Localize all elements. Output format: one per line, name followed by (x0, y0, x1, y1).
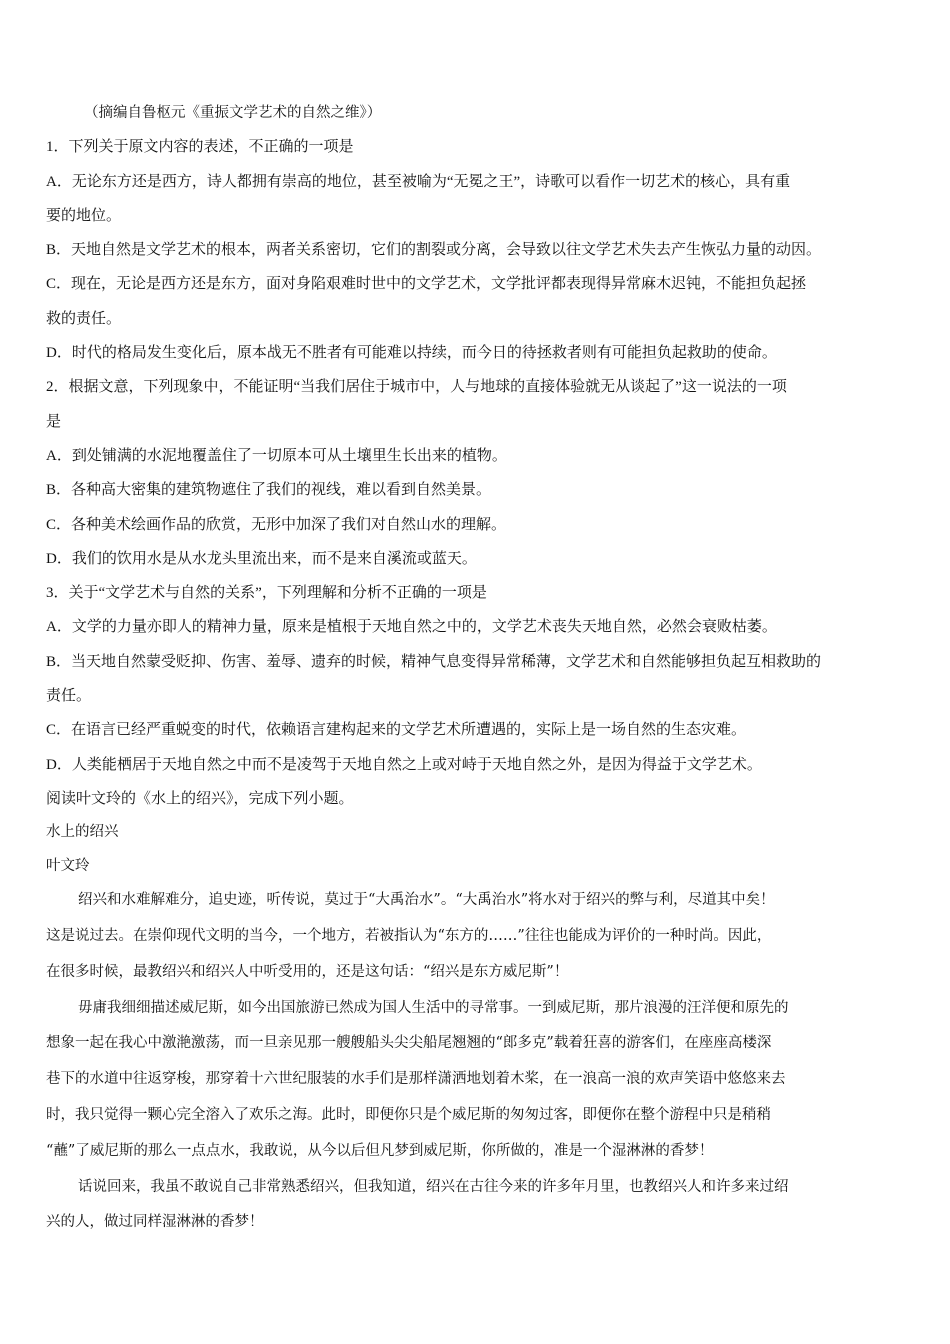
passage-author: 叶文玲 (46, 857, 90, 874)
question-3-option-b-continued: 责任。 (46, 688, 92, 705)
source-citation: （摘编自鲁枢元《重振文学艺术的自然之维》） (84, 105, 382, 121)
reading-instruction: 阅读叶文玲的《水上的绍兴》，完成下列小题。 (46, 790, 354, 807)
question-1-option-a-continued: 要的地位。 (46, 207, 122, 224)
question-1-option-b: B．天地自然是文学艺术的根本，两者关系密切，它们的割裂或分离，会导致以往文学艺术失去产生恢弘力量的动因。 (46, 242, 822, 259)
passage-paragraph-1-line-2: 这是说过去。在崇仰现代文明的当今，一个地方，若被指认为“东方的……”往往也能成为评价的一种时尚。因此， (46, 928, 772, 945)
question-3-stem: 3．关于“文学艺术与自然的关系”，下列理解和分析不正确的一项是 (46, 585, 487, 602)
question-1-option-c-continued: 救的责任。 (46, 310, 122, 327)
question-2-stem-continued: 是 (46, 413, 62, 430)
passage-paragraph-2-line-3: 巷下的水道中往返穿梭，那穿着十六世纪服装的水手们是那样潇洒地划着木桨，在一浪高一浪的欢声笑语中悠悠来去 (46, 1071, 786, 1088)
passage-title: 水上的绍兴 (46, 824, 119, 841)
question-2-option-c: C．各种美术绘画作品的欣赏，无形中加深了我们对自然山水的理解。 (46, 516, 507, 533)
question-3-option-a: A．文学的力量亦即人的精神力量，原来是植根于天地自然之中的，文学艺术丧失天地自然，必然会衰败枯萎。 (46, 619, 777, 636)
passage-paragraph-2-line-2: 想象一起在我心中激滟激荡，而一旦亲见那一艘艘船头尖尖船尾翘翘的“郎多克”载着狂喜的游客们，在座座高楼深 (46, 1035, 772, 1052)
question-1-option-d: D．时代的格局发生变化后，原本战无不胜者有可能难以持续，而今日的待拯救者则有可能担负起救助的使命。 (46, 345, 777, 362)
document-page (46, 96, 914, 1241)
passage-paragraph-2-line-4: 时，我只觉得一颗心完全溶入了欢乐之海。此时，即便你只是个威尼斯的匆匆过客，即便你在整个游程中只是稍稍 (46, 1107, 771, 1124)
question-3-option-c: C．在语言已经严重蜕变的时代，依赖语言建构起来的文学艺术所遭遇的，实际上是一场自然的生态灾难。 (46, 722, 747, 739)
passage-paragraph-3-line-1: 话说回来，我虽不敢说自己非常熟悉绍兴，但我知道，绍兴在古往今来的许多年月里，也教绍兴人和许多来过绍 (78, 1178, 789, 1195)
question-1-option-c: C．现在，无论是西方还是东方，面对身陷艰难时世中的文学艺术，文学批评都表现得异常麻木迟钝，不能担负起拯 (46, 276, 807, 293)
passage-paragraph-1-line-1: 绍兴和水难解难分，追史迹，听传说，莫过于“大禹治水”。“大禹治水”将水对于绍兴的弊与利，尽道其中矣！ (78, 892, 775, 909)
question-3-option-d: D．人类能栖居于天地自然之中而不是凌驾于天地自然之上或对峙于天地自然之外，是因为得益于文学艺术。 (46, 756, 762, 773)
question-3-option-b: B．当天地自然蒙受贬抑、伤害、羞辱、遗弃的时候，精神气息变得异常稀薄，文学艺术和自然能够担负起互相救助的 (46, 653, 822, 670)
passage-paragraph-1-line-3: 在很多时候，最教绍兴和绍兴人中听受用的，还是这句话：“绍兴是东方威尼斯”！ (46, 963, 569, 980)
question-2-option-b: B．各种高大密集的建筑物遮住了我们的视线，难以看到自然美景。 (46, 482, 492, 499)
question-2-option-a: A．到处铺满的水泥地覆盖住了一切原本可从土壤里生长出来的植物。 (46, 447, 507, 464)
passage-paragraph-2-line-5: “蘸”了威尼斯的那么一点点水，我敢说，从今以后但凡梦到威尼斯，你所做的，准是一个湿淋淋的香梦！ (46, 1142, 714, 1159)
passage-paragraph-2-line-1: 毋庸我细细描述威尼斯，如今出国旅游已然成为国人生活中的寻常事。一到威尼斯，那片浪漫的汪洋便和原先的 (78, 999, 789, 1016)
question-2-stem: 2．根据文意，下列现象中，不能证明“当我们居住于城市中，人与地球的直接体验就无从谈起了”这一说法的一项 (46, 379, 787, 396)
question-2-option-d: D．我们的饮用水是从水龙头里流出来，而不是来自溪流或蓝天。 (46, 550, 477, 567)
question-1-option-a: A．无论东方还是西方，诗人都拥有崇高的地位，甚至被喻为“无冕之王”，诗歌可以看作一切艺术的核心，具有重 (46, 173, 791, 190)
passage-paragraph-3-line-2: 兴的人，做过同样湿淋淋的香梦！ (46, 1214, 264, 1231)
question-1-stem: 1．下列关于原文内容的表述，不正确的一项是 (46, 139, 354, 156)
